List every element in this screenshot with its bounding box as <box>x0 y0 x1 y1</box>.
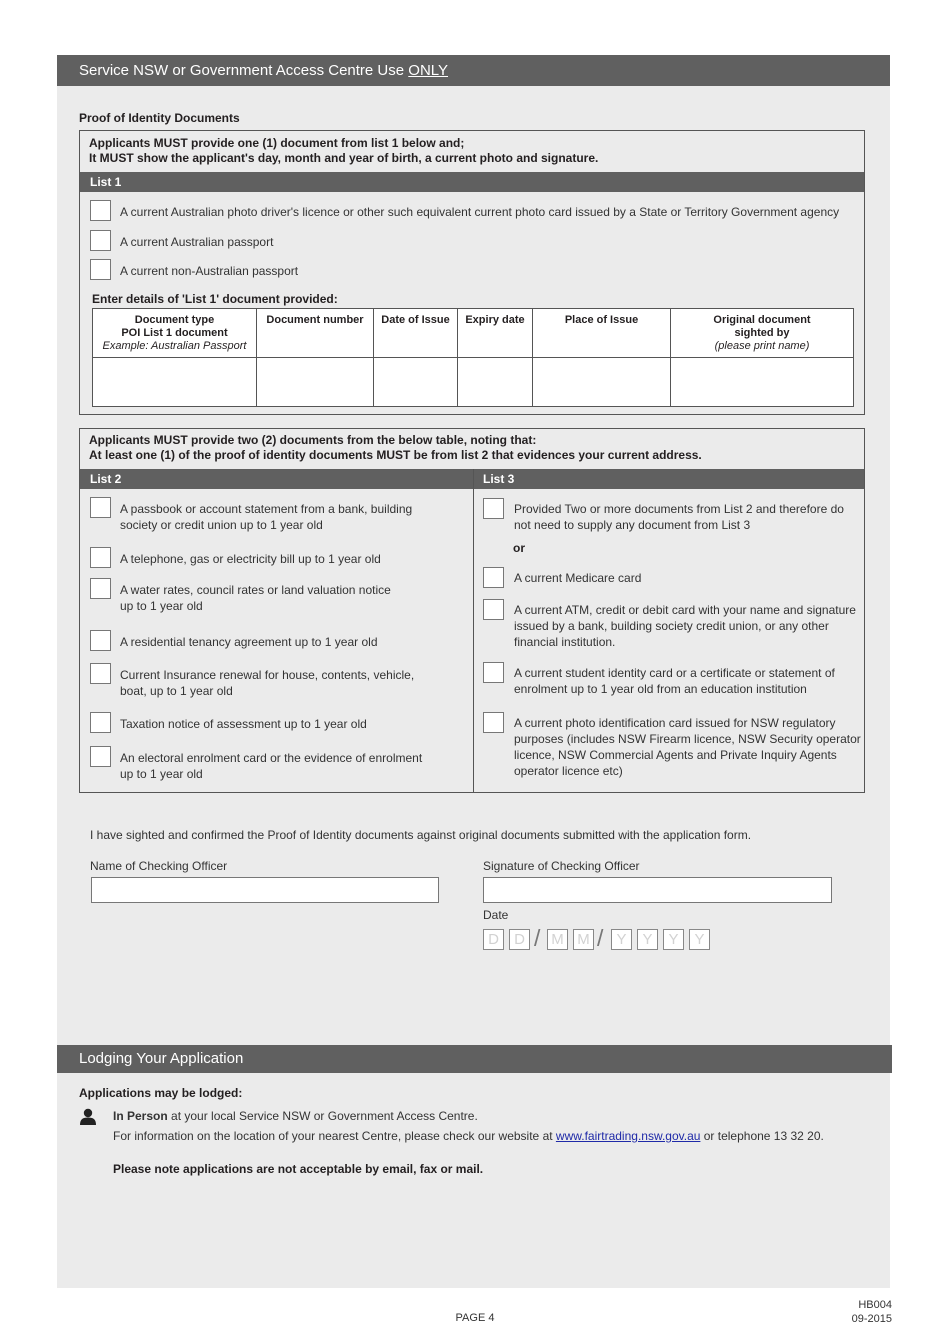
poi-col-date-issue[interactable] <box>374 309 458 406</box>
list3-item-text <box>514 570 863 586</box>
original-line3: (please print name) <box>714 340 810 352</box>
list1-item-line: A current Australian photo driver's licence or other such equivalent current photo card issued by a State or Territory Government agency <box>120 205 840 219</box>
original-line1: Original document <box>713 314 811 326</box>
list1-item-line: A current non-Australian passport <box>120 264 299 278</box>
list23-strip <box>80 469 864 489</box>
poi-details-table <box>92 308 854 407</box>
list2-item-line: A telephone, gas or electricity bill up to 1 year old <box>120 552 381 566</box>
office-use-header <box>57 55 890 86</box>
list3-item-line: issued by a bank, building society credit union, or any other <box>514 619 829 633</box>
header-title-only: ONLY <box>408 62 449 79</box>
form-code-date: 09-2015 <box>851 1313 892 1325</box>
date-digit-box[interactable]: Y <box>689 929 710 950</box>
list1-item-line: A current Australian passport <box>120 235 274 249</box>
date-digit-box[interactable]: Y <box>663 929 684 950</box>
list2-item-text <box>120 551 470 567</box>
date-digit-box[interactable]: M <box>547 929 568 950</box>
list3-item-line: Provided Two or more documents from List 2 and therefore do <box>514 502 844 516</box>
list2-item-line: up to 1 year old <box>120 599 203 613</box>
date-digit-box[interactable]: M <box>573 929 594 950</box>
list23-intro <box>89 433 702 463</box>
info-suffix: or telephone 13 32 20. <box>700 1129 824 1143</box>
list3-checkbox[interactable] <box>483 599 504 620</box>
list3-checkbox[interactable] <box>483 498 504 519</box>
list3-item-text <box>514 501 863 533</box>
list2-item-line: boat, up to 1 year old <box>120 684 233 698</box>
poi-col-original[interactable] <box>671 309 853 406</box>
date-digit-box[interactable]: D <box>483 929 504 950</box>
date-separator: / <box>597 925 604 951</box>
list2-item-line: A residential tenancy agreement up to 1 year old <box>120 635 378 649</box>
list2-checkbox[interactable] <box>90 497 111 518</box>
poi-col-place-header: Place of Issue <box>564 314 639 326</box>
list2-checkbox[interactable] <box>90 547 111 568</box>
list3-checkbox[interactable] <box>483 567 504 588</box>
list1-details-label: Enter details of 'List 1' document provided: <box>92 292 338 306</box>
doc-type-line1: Document type <box>134 314 215 326</box>
page-number: PAGE 4 <box>455 1312 495 1324</box>
date-label: Date <box>483 908 509 922</box>
list2-item-text <box>120 750 470 782</box>
list1-intro-line2: It MUST show the applicant's day, month and year of birth, a current photo and signature. <box>89 151 599 165</box>
list2-item-text <box>120 667 470 699</box>
list3-item-text <box>514 715 863 779</box>
list1-checkbox[interactable] <box>90 259 111 280</box>
list1-item-text <box>120 204 850 220</box>
info-line <box>113 1129 824 1143</box>
list23-divider <box>473 469 474 792</box>
poi-col-doc-type[interactable] <box>93 309 257 406</box>
poi-col-place[interactable] <box>533 309 671 406</box>
date-digit-box[interactable]: Y <box>637 929 658 950</box>
list2-checkbox[interactable] <box>90 630 111 651</box>
poi-col-expiry-header: Expiry date <box>465 314 525 326</box>
list3-item-line: financial institution. <box>514 635 616 649</box>
list2-checkbox[interactable] <box>90 746 111 767</box>
poi-col-doc-number-header: Document number <box>266 314 364 326</box>
list3-item-line: enrolment up to 1 year old from an education institution <box>514 682 807 696</box>
doc-type-example: Example: Australian Passport <box>102 340 247 352</box>
list2-item-line: A passbook or account statement from a bank, building <box>120 502 413 516</box>
list2-item-text <box>120 501 470 533</box>
list2-item-line: up to 1 year old <box>120 767 203 781</box>
list3-item-line: purposes (includes NSW Firearm licence, NSW Security operator <box>514 732 861 746</box>
list2-checkbox[interactable] <box>90 663 111 684</box>
list1-item-text <box>120 263 850 279</box>
list23-intro-line2: At least one (1) of the proof of identity documents MUST be from list 2 that evidences your current address. <box>89 448 702 462</box>
list2-item-text <box>120 634 470 650</box>
list1-strip-label: List 1 <box>90 175 122 189</box>
list3-checkbox[interactable] <box>483 662 504 683</box>
officer-signature-label: Signature of Checking Officer <box>483 859 640 873</box>
poi-col-date-issue-header: Date of Issue <box>381 314 450 326</box>
lodging-header <box>57 1045 892 1073</box>
list2-strip-label: List 2 <box>90 472 122 486</box>
form-code-id: HB004 <box>858 1299 892 1311</box>
list3-item-line: licence, NSW Commercial Agents and Private Inquiry Agents <box>514 748 837 762</box>
doc-type-line2: POI List 1 document <box>121 327 228 339</box>
list3-or-label: or <box>513 541 525 555</box>
officer-name-input[interactable] <box>91 877 439 903</box>
list23-intro-line1: Applicants MUST provide two (2) documents from the below table, noting that: <box>89 433 537 447</box>
list3-item-text <box>514 665 863 697</box>
website-link[interactable]: www.fairtrading.nsw.gov.au <box>555 1129 701 1143</box>
person-icon <box>79 1108 97 1126</box>
poi-col-doc-type-header <box>95 314 254 353</box>
list3-item-line: A current Medicare card <box>514 571 642 585</box>
list3-item-line: A current ATM, credit or debit card with your name and signature <box>514 603 856 617</box>
list2-item-line: Current Insurance renewal for house, contents, vehicle, <box>120 668 415 682</box>
header-title: Service NSW or Government Access Centre Use <box>79 62 409 79</box>
list1-checkbox[interactable] <box>90 200 111 221</box>
poi-label: Proof of Identity Documents <box>79 111 240 125</box>
list1-intro-line1: Applicants MUST provide one (1) document from list 1 below and; <box>89 136 465 150</box>
date-separator: / <box>534 925 541 951</box>
date-digit-box[interactable]: Y <box>611 929 632 950</box>
info-prefix: For information on the location of your nearest Centre, please check our website at <box>113 1129 556 1143</box>
list1-strip <box>80 172 864 192</box>
list3-item-line: A current student identity card or a certificate or statement of <box>514 666 835 680</box>
form-code <box>830 1298 892 1326</box>
list1-intro <box>89 136 598 166</box>
lodging-may-be-lodged: Applications may be lodged: <box>79 1086 243 1100</box>
list2-item-line: An electoral enrolment card or the evidence of enrolment <box>120 751 423 765</box>
in-person-line <box>113 1109 478 1123</box>
officer-name-label: Name of Checking Officer <box>90 859 228 873</box>
list2-item-line: Taxation notice of assessment up to 1 year old <box>120 717 367 731</box>
poi-col-expiry[interactable] <box>458 309 533 406</box>
sighted-statement: I have sighted and confirmed the Proof of Identity documents against original documents submitted with the application form. <box>90 828 752 842</box>
list3-item-text <box>514 602 863 650</box>
list2-item-line: society or credit union up to 1 year old <box>120 518 323 532</box>
list3-item-line: operator licence etc) <box>514 764 623 778</box>
lodging-note: Please note applications are not acceptable by email, fax or mail. <box>113 1162 484 1176</box>
list3-item-line: not need to supply any document from List 3 <box>514 518 751 532</box>
list2-item-text <box>120 716 470 732</box>
in-person-rest: at your local Service NSW or Government Access Centre. <box>167 1109 478 1123</box>
list1-checkbox[interactable] <box>90 230 111 251</box>
lodging-title: Lodging Your Application <box>79 1050 244 1067</box>
poi-col-doc-number[interactable] <box>257 309 374 406</box>
list2-checkbox[interactable] <box>90 578 111 599</box>
list2-checkbox[interactable] <box>90 712 111 733</box>
list3-item-line: A current photo identification card issued for NSW regulatory <box>514 716 836 730</box>
list1-item-text <box>120 234 850 250</box>
original-line2: sighted by <box>734 327 790 339</box>
in-person-bold: In Person <box>113 1109 168 1123</box>
poi-col-original-header <box>673 314 851 353</box>
list23-box <box>79 428 865 793</box>
list3-strip-label: List 3 <box>483 472 515 486</box>
list1-box <box>79 130 865 415</box>
date-digit-box[interactable]: D <box>509 929 530 950</box>
list3-checkbox[interactable] <box>483 712 504 733</box>
officer-signature-input[interactable] <box>483 877 832 903</box>
list2-item-line: A water rates, council rates or land valuation notice <box>120 583 391 597</box>
list2-item-text <box>120 582 470 614</box>
